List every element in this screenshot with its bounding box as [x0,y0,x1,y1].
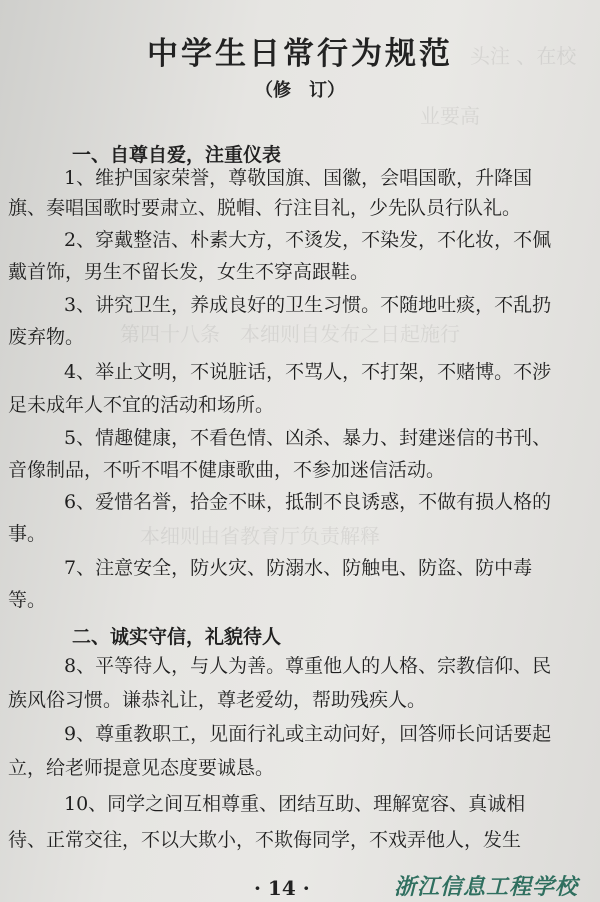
paragraph-line: 族风俗习惯。谦恭礼让，尊老爱幼，帮助残疾人。 [8,689,427,711]
paragraph-line: 8、平等待人，与人为善。尊重他人的人格、宗教信仰、民 [64,655,552,677]
paragraph-line: 1、维护国家荣誉，尊敬国旗、国徽，会唱国歌，升降国 [64,167,533,189]
bleed-through-text: 头注 、在校 [470,44,577,68]
watermark-logo: 浙江信息工程学校 [394,874,579,900]
bleed-through-text: 本细则由省教育厅负责解释 [140,524,380,548]
paragraph-line: 废弃物。 [8,326,85,348]
bleed-through-text: 业要高 [420,104,480,128]
paragraph-line: 5、情趣健康，不看色情、凶杀、暴力、封建迷信的书刊、 [64,427,552,449]
document-title: 中学生日常行为规范 [147,36,453,72]
paragraph-line: 戴首饰，男生不留长发，女生不穿高跟鞋。 [8,261,370,283]
paragraph-line: 10、同学之间互相尊重、团结互助、理解宽容、真诚相 [64,793,526,815]
page-number: · 14 · [254,876,310,900]
paragraph-line: 4、举止文明，不说脏话，不骂人，不打架，不赌博。不涉 [64,361,552,383]
section-heading: 二、诚实守信，礼貌待人 [72,626,282,648]
document-subtitle: （修 订） [255,80,345,101]
paragraph-line: 立，给老师提意见态度要诚恳。 [8,757,275,779]
bleed-through-text: 第四十八条 本细则自发布之日起施行 [120,322,460,346]
paragraph-line: 3、讲究卫生，养成良好的卫生习惯。不随地吐痰，不乱扔 [64,294,552,316]
section-heading: 一、自尊自爱，注重仪表 [72,144,282,166]
paragraph-line: 足未成年人不宜的活动和场所。 [8,394,275,416]
paragraph-line: 9、尊重教职工，见面行礼或主动问好，回答师长问话要起 [64,723,552,745]
paragraph-line: 音像制品，不听不唱不健康歌曲，不参加迷信活动。 [8,459,446,481]
paragraph-line: 事。 [8,523,47,545]
paragraph-line: 6、爱惜名誉，拾金不昧，抵制不良诱惑，不做有损人格的 [64,491,552,513]
paragraph-line: 7、注意安全，防火灾、防溺水、防触电、防盗、防中毒 [64,557,533,579]
paragraph-line: 待、正常交往，不以大欺小，不欺侮同学，不戏弄他人，发生 [8,829,522,851]
paragraph-line: 2、穿戴整洁、朴素大方，不烫发，不染发，不化妆，不佩 [64,229,552,251]
paragraph-line: 等。 [8,589,47,611]
paragraph-line: 旗、奏唱国歌时要肃立、脱帽、行注目礼，少先队员行队礼。 [8,197,522,219]
